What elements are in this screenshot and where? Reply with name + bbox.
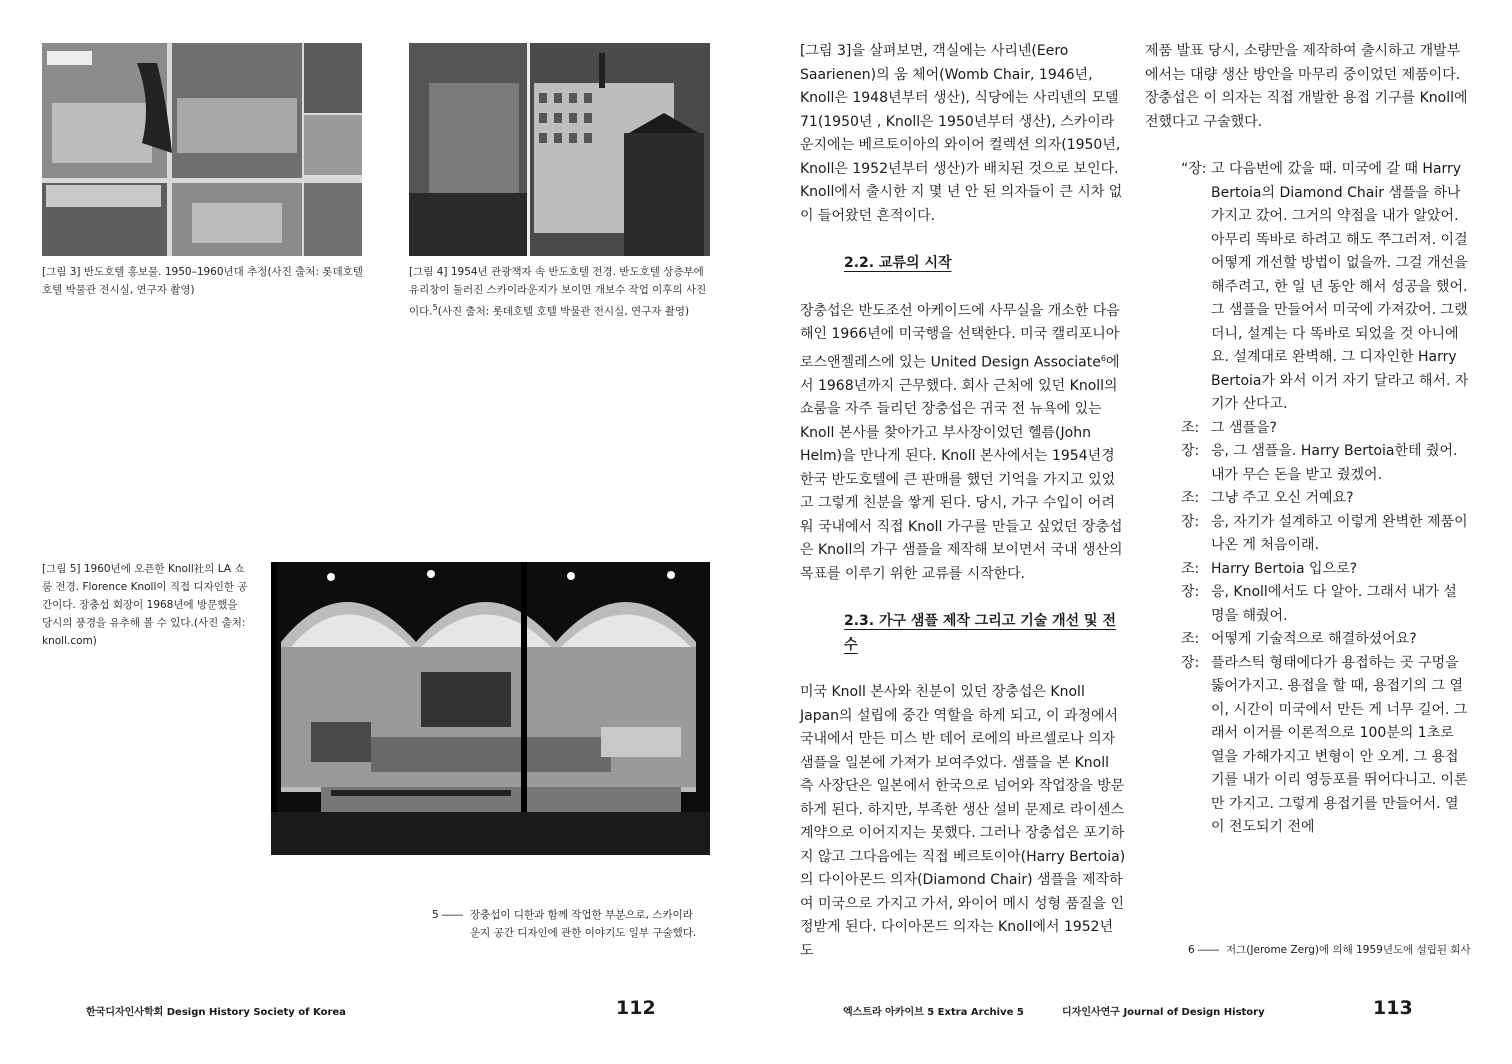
- paragraph-fig3-description: [그림 3]을 살펴보면, 객실에는 사리넨(Eero Saarienen)의 움 체어(Womb Chair, 1946년, Knoll은 1948년부터 생산), 식당에는 사리넨의 모델 71(1950년 , Knoll은 1950년부터 생산), 스카이라운지에는 베르토이아의 와이어 컬렉션 의자(1950년, Knoll은 1952년부터 생산)가 배치된 것으로 보인다. Knoll에서 출시한 지 몇 년 안 된 의자들이 큰 시차 없이 들어왔던 흔적이다.: [800, 43, 1123, 224]
- interview-text: 고 다음번에 갔을 때. 미국에 갈 때 Harry Bertoia의 Diamond Chair 샘플을 하나 가지고 갔어. 그거의 약점을 내가 알았어. 아무리 똑바로 하려고 해도 쭈그러져. 이걸 어떻게 개선할 방법이 없을까. 그걸 개선을 해주려고, 한 일 년 동안 해서 성공을 했어. 그 샘플을 만들어서 미국에 가져갔어. 그랬더니, 설계는 다 똑바로 되었을 것 아니에요. 설계대로 완벽해. 그 디자인한 Harry Bertoia가 와서 이거 자기 달라고 해서. 자기가 산다고.: [1211, 161, 1469, 412]
- footnote-6-number: 6 ――: [1188, 944, 1220, 956]
- footnote-5: [432, 906, 702, 942]
- page-number-113: 113: [1373, 997, 1413, 1019]
- paragraph-exchange-start-cont: 에서 1968년까지 근무했다. 회사 근처에 있던 Knoll의 쇼룸을 자주 들리던 장충섭은 귀국 전 뉴욕에 있는 Knoll 본사를 찾아가고 부사장이었던 헬름(John Helm)을 만나게 된다. Knoll 본사에서는 1954년경 한국 반도호텔에 큰 판매를 했던 기억을 가지고 있었고 그렇게 친분을 쌓게 된다. 당시, 가구 수입이 어려워 국내에서 직접 Knoll 가구를 만들고 싶었던 장충섭은 Knoll의 가구 샘플을 제작해 보이면서 국내 생산의 목표를 이루기 위한 교류를 시작한다.: [800, 354, 1123, 582]
- interview-line: [1181, 558, 1470, 582]
- footnote-6: [1188, 941, 1478, 959]
- interview-speaker: 조:: [1181, 419, 1200, 436]
- interview-speaker: 장:: [1181, 513, 1200, 530]
- paragraph-exchange-start: [800, 300, 1126, 587]
- right-page-column-1: [800, 40, 1126, 963]
- interview-text: 그냥 주고 오신 거예요?: [1211, 490, 1354, 506]
- interview-speaker: 조:: [1181, 560, 1200, 577]
- interview-speaker: 장:: [1181, 443, 1200, 459]
- footer-series: 엑스트라 아카이브 5 Extra Archive 5: [843, 1007, 1024, 1018]
- footnote-ref-6[interactable]: 6: [1100, 353, 1106, 363]
- section-heading-2-3: 2.3. 가구 샘플 제작 그리고 기술 개선 및 전수: [844, 613, 1116, 653]
- interview-text: 어떻게 기술적으로 해결하셨어요?: [1211, 631, 1417, 647]
- figure-3-photo: [42, 43, 362, 256]
- interview-line: [1181, 158, 1470, 417]
- paragraph-exchange-start-text: 장충섭은 반도조선 아케이드에 사무실을 개소한 다음 해인 1966년에 미국행을 선택한다. 미국 캘리포니아 로스앤젤레스에 있는 United Design Associate: [800, 302, 1120, 371]
- interview-text: 그 샘플을?: [1211, 419, 1277, 436]
- interview-line: [1181, 440, 1470, 487]
- interview-line: [1181, 628, 1470, 652]
- figure-4-caption-source: (사진 출처: 롯데호텔 호텔 박물관 전시실, 연구자 촬영): [437, 305, 690, 318]
- paragraph-sample-production: 미국 Knoll 본사와 친분이 있던 장충섭은 Knoll Japan의 설립에 중간 역할을 하게 되고, 이 과정에서 국내에서 만든 미스 반 데어 로에의 바르셀로나 의자 샘플을 일본에 가져가 보여주었다. 샘플을 본 Knoll 측 사장단은 일본에서 한국으로 넘어와 작업장을 방문하게 된다. 하지만, 부족한 생산 설비 문제로 라이센스 계약으로 이어지지는 못했다. 그러나 장충섭은 포기하지 않고 그다음에는 직접 베르토이아(Harry Bertoia)의 다이아몬드 의자(Diamond Chair) 샘플을 제작하여 미국으로 가지고 가서, 와이어 메시 성형 품질을 인정받게 된다. 다이아몬드 의자는 Knoll에서 1952년도: [800, 684, 1126, 959]
- interview-line: [1181, 652, 1470, 840]
- interview-text: 응, Knoll에서도 다 알아. 그래서 내가 설명을 해줬어.: [1211, 584, 1457, 624]
- figure-4-caption: [409, 263, 709, 321]
- figure-4-caption-text: [그림 4] 1954년 관광책자 속 반도호텔 전경. 반도호텔 상층부에 유리창이 둘러진 스카이라운지가 보이면 개보수 작업 이후의 사진이다.: [409, 266, 707, 318]
- figure-5-caption: [그림 5] 1960년에 오픈한 Knoll社의 LA 쇼룸 전경. Florence Knoll이 직접 디자인한 공간이다. 장충섭 회장이 1968년에 방문했을 당시의 풍경을 유추해 볼 수 있다.(사진 출처: knoll.com): [42, 563, 248, 647]
- interview-line: [1181, 417, 1470, 441]
- interview-line: [1181, 487, 1470, 511]
- figure-3-caption: [그림 3] 반도호텔 홍보물. 1950–1960년대 추정(사진 출처: 롯데호텔 호텔 박물관 전시실, 연구자 촬영): [42, 266, 363, 296]
- interview-line: [1181, 581, 1470, 628]
- interview-text: 응, 자기가 설계하고 이렇게 완벽한 제품이 나온 게 처음이래.: [1211, 513, 1468, 553]
- interview-speaker: 조:: [1181, 490, 1200, 506]
- interview-speaker: “장:: [1181, 161, 1207, 177]
- figure-4-photo: [409, 43, 710, 256]
- footnote-6-text: 저그(Jerome Zerg)에 의해 1959년도에 설립된 회사: [1226, 944, 1471, 956]
- footnote-ref-5[interactable]: 5: [432, 303, 438, 312]
- page-number-112: 112: [616, 997, 656, 1019]
- footer-journal: 디자인사연구 Journal of Design History: [1062, 1007, 1265, 1018]
- interview-speaker: 장:: [1181, 584, 1200, 600]
- footnote-5-text: 장충섭이 디한과 함께 작업한 부분으로, 스카이라운지 공간 디자인에 관한 이야기도 일부 구술했다.: [470, 909, 697, 939]
- interview-text: Harry Bertoia 입으로?: [1211, 560, 1358, 577]
- interview-text: 플라스틱 형태에다가 용접하는 곳 구멍을 뚫어가지고. 용접을 할 때, 용접기의 그 열이, 시간이 미국에서 만든 게 너무 길어. 그래서 이거를 이론적으로 100분의 1초로 열을 가해가지고 변형이 안 오게. 그 용접기를 내가 이리 영등포를 뛰어다니고. 이론만 가지고. 그렇게 용접기를 만들어서. 열이 전도되기 전에: [1211, 654, 1468, 835]
- interview-transcript: [1181, 158, 1470, 840]
- interview-speaker: 조:: [1181, 631, 1200, 647]
- footnote-5-number: 5 ――: [432, 909, 464, 921]
- right-page-column-2: [1145, 40, 1470, 840]
- figure-5-photo: [271, 562, 710, 855]
- section-heading-2-2: 2.2. 교류의 시작: [844, 255, 952, 271]
- interview-line: [1181, 511, 1470, 558]
- paragraph-diamond-chair: 제품 발표 당시, 소량만을 제작하여 출시하고 개발부에서는 대량 생산 방안을 마무리 중이었던 제품이다. 장충섭은 이 의자는 직접 개발한 용접 기구를 Knoll에 전했다고 구술했다.: [1145, 43, 1468, 130]
- interview-speaker: 장:: [1181, 654, 1200, 671]
- footer-left-journal: 한국디자인사학회 Design History Society of Korea: [86, 1007, 346, 1018]
- interview-text: 응, 그 샘플을. Harry Bertoia한테 줬어. 내가 무슨 돈을 받고 줬겠어.: [1211, 443, 1458, 483]
